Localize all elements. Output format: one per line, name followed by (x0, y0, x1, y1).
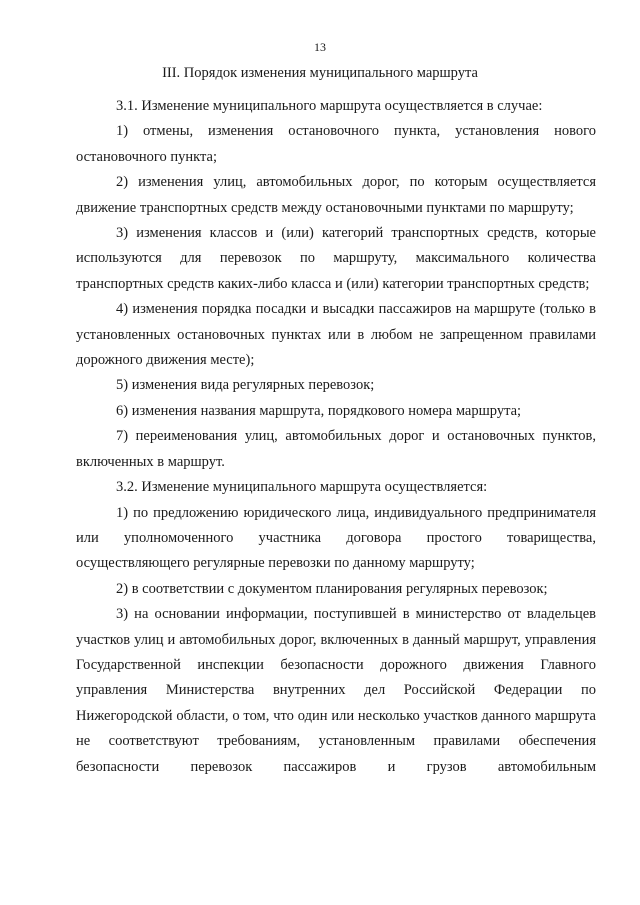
list-item-3-1-6: 6) изменения названия маршрута, порядкового номера маршрута; (116, 402, 522, 419)
page-number: 13 (314, 40, 326, 54)
document-body (76, 94, 596, 780)
list-item-3-1-7: 7) переименования улиц, автомобильных дорог и остановочных пунктов, включенных в маршрут. (76, 428, 596, 470)
paragraph-3-2: 3.2. Изменение муниципального маршрута осуществляется: (116, 479, 488, 496)
list-item-3-1-4: 4) изменения порядка посадки и высадки пассажиров на маршруте (только в установленных остановочных пунктах или в любом не запрещенном правилами дорожного движения месте); (76, 301, 596, 369)
list-item-3-2-3: 3) на основании информации, поступившей в министерство от владельцев участков улиц и автомобильных дорог, включенных в данный маршрут, управления Государственной инспекции безопасности дорожного движения Главного управления Министерства внутренних дел Российской Федерации по Нижегородской области, о том, что один или несколько участков данного маршрута не соответствуют требованиям, установленным правилами обеспечения безопасности перевозок пассажиров и грузов автомобильным (76, 606, 596, 775)
list-item-3-1-5: 5) изменения вида регулярных перевозок; (116, 377, 375, 394)
list-item-3-1-1: 1) отмены, изменения остановочного пункта, установления нового остановочного пункта; (76, 123, 596, 165)
list-item-3-2-1: 1) по предложению юридического лица, индивидуального предпринимателя или уполномоченного участника договора простого товарищества, осуществляющего регулярные перевозки по данному маршруту; (76, 504, 596, 572)
list-item-3-2-2: 2) в соответствии с документом планирования регулярных перевозок; (116, 580, 548, 597)
paragraph-3-1: 3.1. Изменение муниципального маршрута осуществляется в случае: (116, 98, 543, 114)
section-title: III. Порядок изменения муниципального маршрута (162, 65, 478, 81)
list-item-3-1-2: 2) изменения улиц, автомобильных дорог, по которым осуществляется движение транспортных средств между остановочными пунктами по маршруту; (76, 174, 596, 216)
list-item-3-1-3: 3) изменения классов и (или) категорий транспортных средств, которые используются для перевозок по маршруту, максимального количества транспортных средств каких-либо класса и (или) категории транспортных средств; (76, 225, 596, 292)
